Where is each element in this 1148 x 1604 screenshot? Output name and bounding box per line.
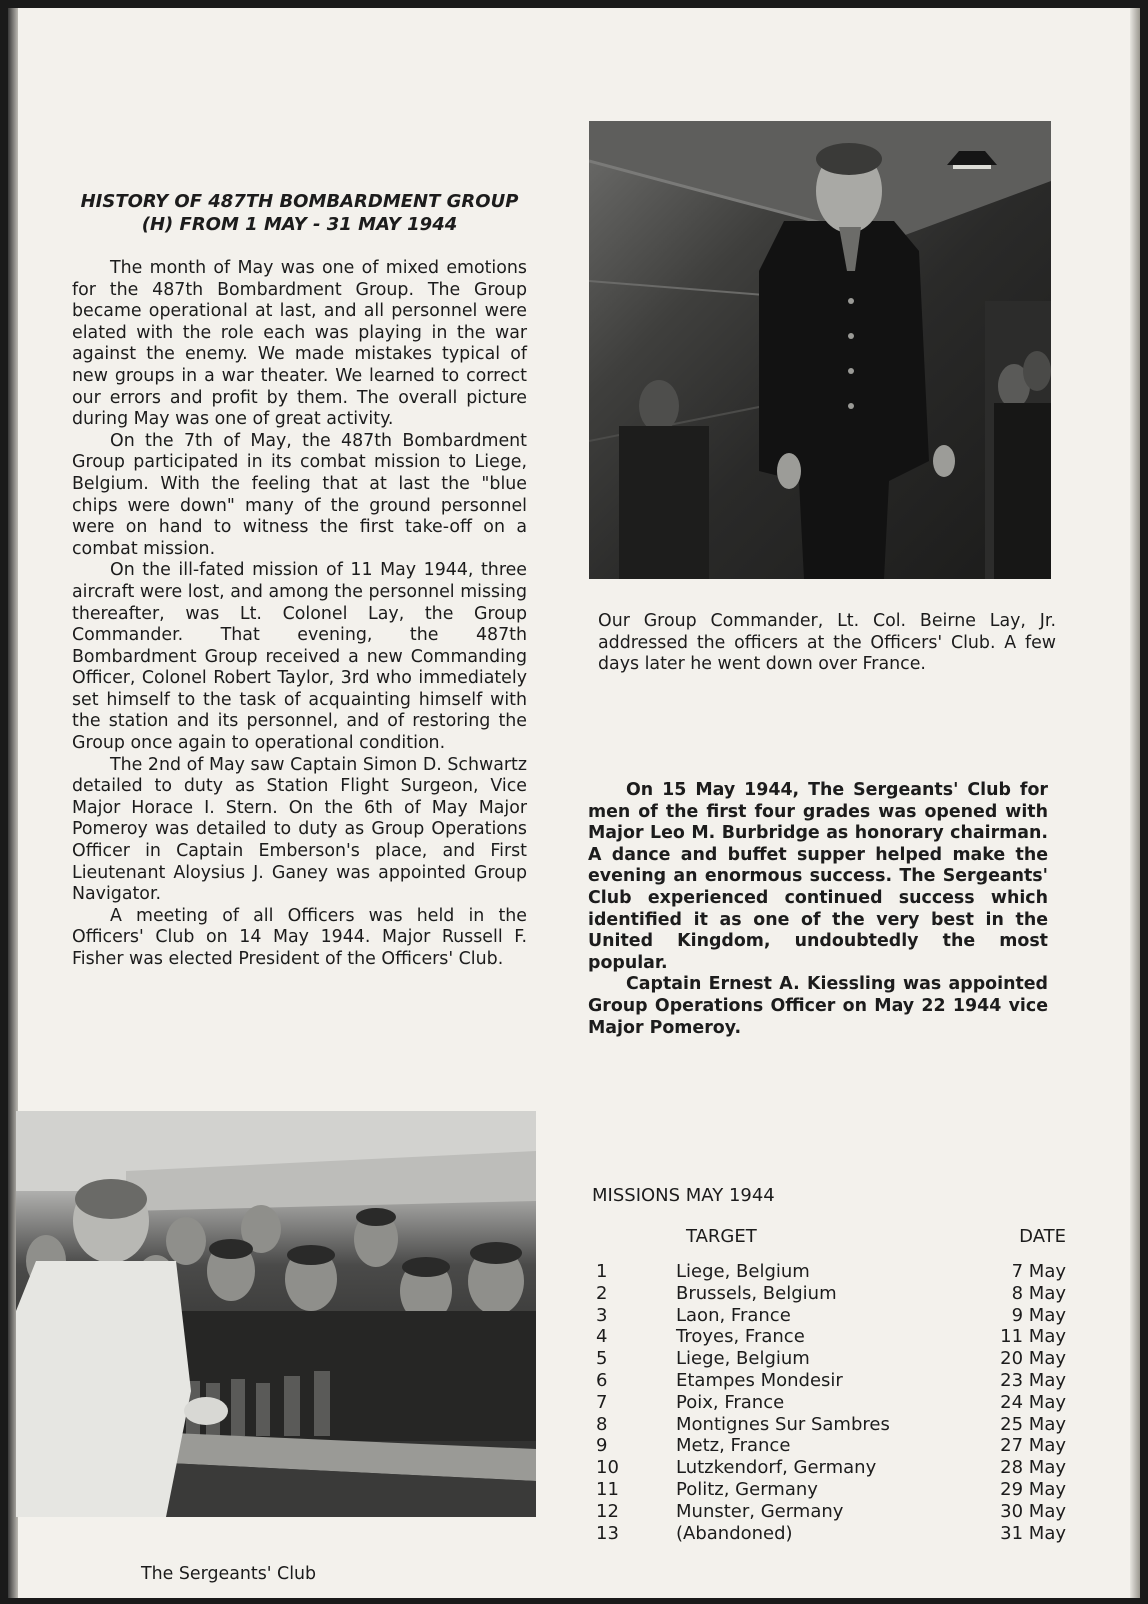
paragraph: A meeting of all Officers was held in the Officers' Club on 14 May 1944. Major Russell F. Fisher was elected President of the Officers' Club.: [72, 905, 527, 969]
table-row: [582, 1457, 1082, 1479]
mission-target: Liege, Belgium: [676, 1261, 810, 1282]
table-row: [582, 1283, 1082, 1305]
mission-date: 30 May: [1000, 1500, 1066, 1522]
missions-table-body: [582, 1261, 1082, 1544]
article-title: HISTORY OF 487TH BOMBARDMENT GROUP (H) FROM 1 MAY - 31 MAY 1944: [80, 191, 519, 235]
missions-heading: MISSIONS MAY 1944: [592, 1185, 775, 1206]
table-row: [582, 1523, 1082, 1545]
table-row: [582, 1348, 1082, 1370]
commander-photo: [589, 121, 1051, 579]
table-header-row: [582, 1225, 1082, 1261]
missions-table: [582, 1225, 1082, 1544]
mission-target: Laon, France: [676, 1304, 791, 1326]
column-header-number: [582, 1225, 676, 1261]
mission-target: Metz, France: [676, 1435, 791, 1457]
mission-target: Montignes Sur Sambres: [676, 1413, 890, 1435]
article-right-column: [588, 780, 1048, 1039]
paragraph: Captain Ernest A. Kiessling was appointed Group Operations Officer on May 22 1944 vice Major Pomeroy.: [588, 974, 1048, 1038]
mission-number: 12: [596, 1500, 619, 1522]
commander-photo-caption: Our Group Commander, Lt. Col. Beirne Lay, Jr. addressed the officers at the Officers' Club. A few days later he went down over France.: [598, 611, 1056, 675]
column-header-date: DATE: [1019, 1225, 1066, 1247]
page-edge-shadow: [1130, 8, 1140, 1598]
table-row: [582, 1435, 1082, 1457]
mission-number: 8: [596, 1413, 608, 1435]
mission-date: 28 May: [1000, 1457, 1066, 1479]
mission-date: 11 May: [1000, 1326, 1066, 1348]
mission-date: 20 May: [1000, 1348, 1066, 1370]
table-row: [582, 1326, 1082, 1348]
mission-date: 7 May: [1011, 1261, 1066, 1282]
paragraph: The month of May was one of mixed emotions for the 487th Bombardment Group. The Group became operational at last, and all personnel were elated with the role each was playing in the war against the enemy. We made mistakes typical of new groups in a war theater. We learned to correct our errors and profit by them. The overall picture during May was one of great activity.: [72, 258, 527, 430]
mission-target: Brussels, Belgium: [676, 1282, 837, 1304]
mission-number: 10: [596, 1457, 619, 1479]
mission-date: 31 May: [1000, 1522, 1066, 1544]
mission-target: Liege, Belgium: [676, 1348, 810, 1370]
mission-date: 29 May: [1000, 1478, 1066, 1500]
mission-date: 8 May: [1011, 1282, 1066, 1304]
mission-number: 3: [596, 1304, 608, 1326]
table-row: [582, 1501, 1082, 1523]
mission-number: 5: [596, 1348, 608, 1370]
mission-target: Lutzkendorf, Germany: [676, 1457, 877, 1479]
paragraph: On the ill-fated mission of 11 May 1944, three aircraft were lost, and among the personnel missing thereafter, was Lt. Colonel Lay, the Group Commander. That evening, the 487th Bombardment Group received a new Commanding Officer, Colonel Robert Taylor, 3rd who immediately set himself to the task of acquainting himself with the station and its personnel, and of restoring the Group once again to operational condition.: [72, 560, 527, 754]
mission-number: 7: [596, 1391, 608, 1413]
mission-number: 9: [596, 1435, 608, 1457]
paragraph: On 15 May 1944, The Sergeants' Club for men of the first four grades was opened with Major Leo M. Burbridge as honorary chairman. A dance and buffet supper helped make the evening an enormous success. The Sergeants' Club experienced continued success which identified it as one of the very best in the United Kingdom, undoubtedly the most popular.: [588, 780, 1048, 973]
mission-date: 24 May: [1000, 1391, 1066, 1413]
mission-target: Munster, Germany: [676, 1500, 844, 1522]
paragraph: The 2nd of May saw Captain Simon D. Schwartz detailed to duty as Station Flight Surgeon, Vice Major Horace I. Stern. On the 6th of May Major Pomeroy was detailed to duty as Group Operations Officer in Captain Emberson's place, and First Lieutenant Aloysius J. Ganey was appointed Group Navigator.: [72, 754, 527, 905]
mission-date: 25 May: [1000, 1413, 1066, 1435]
sergeants-club-photo: [16, 1111, 536, 1517]
mission-number: 2: [596, 1282, 608, 1304]
article-left-column: [72, 258, 527, 971]
mission-date: 27 May: [1000, 1435, 1066, 1457]
mission-target: Politz, Germany: [676, 1478, 818, 1500]
mission-target: Etampes Mondesir: [676, 1369, 843, 1391]
document-page: [8, 8, 1140, 1598]
mission-number: 13: [596, 1522, 619, 1544]
mission-number: 4: [596, 1326, 608, 1348]
table-row: [582, 1479, 1082, 1501]
table-row: [582, 1261, 1082, 1283]
mission-number: 1: [596, 1261, 608, 1282]
table-row: [582, 1414, 1082, 1436]
column-header-target: TARGET: [686, 1225, 757, 1247]
mission-number: 11: [596, 1478, 619, 1500]
mission-target: (Abandoned): [676, 1522, 793, 1544]
mission-target: Poix, France: [676, 1391, 785, 1413]
sergeants-club-caption: The Sergeants' Club: [141, 1564, 317, 1584]
table-row: [582, 1392, 1082, 1414]
table-row: [582, 1305, 1082, 1327]
table-row: [582, 1370, 1082, 1392]
paragraph: On the 7th of May, the 487th Bombardment Group participated in its combat mission to Liege, Belgium. With the feeling that at last the "blue chips were down" many of the ground personnel were on hand to witness the first take-off on a combat mission.: [72, 430, 527, 559]
mission-date: 9 May: [1011, 1304, 1066, 1326]
mission-target: Troyes, France: [676, 1326, 805, 1348]
mission-date: 23 May: [1000, 1369, 1066, 1391]
mission-number: 6: [596, 1369, 608, 1391]
